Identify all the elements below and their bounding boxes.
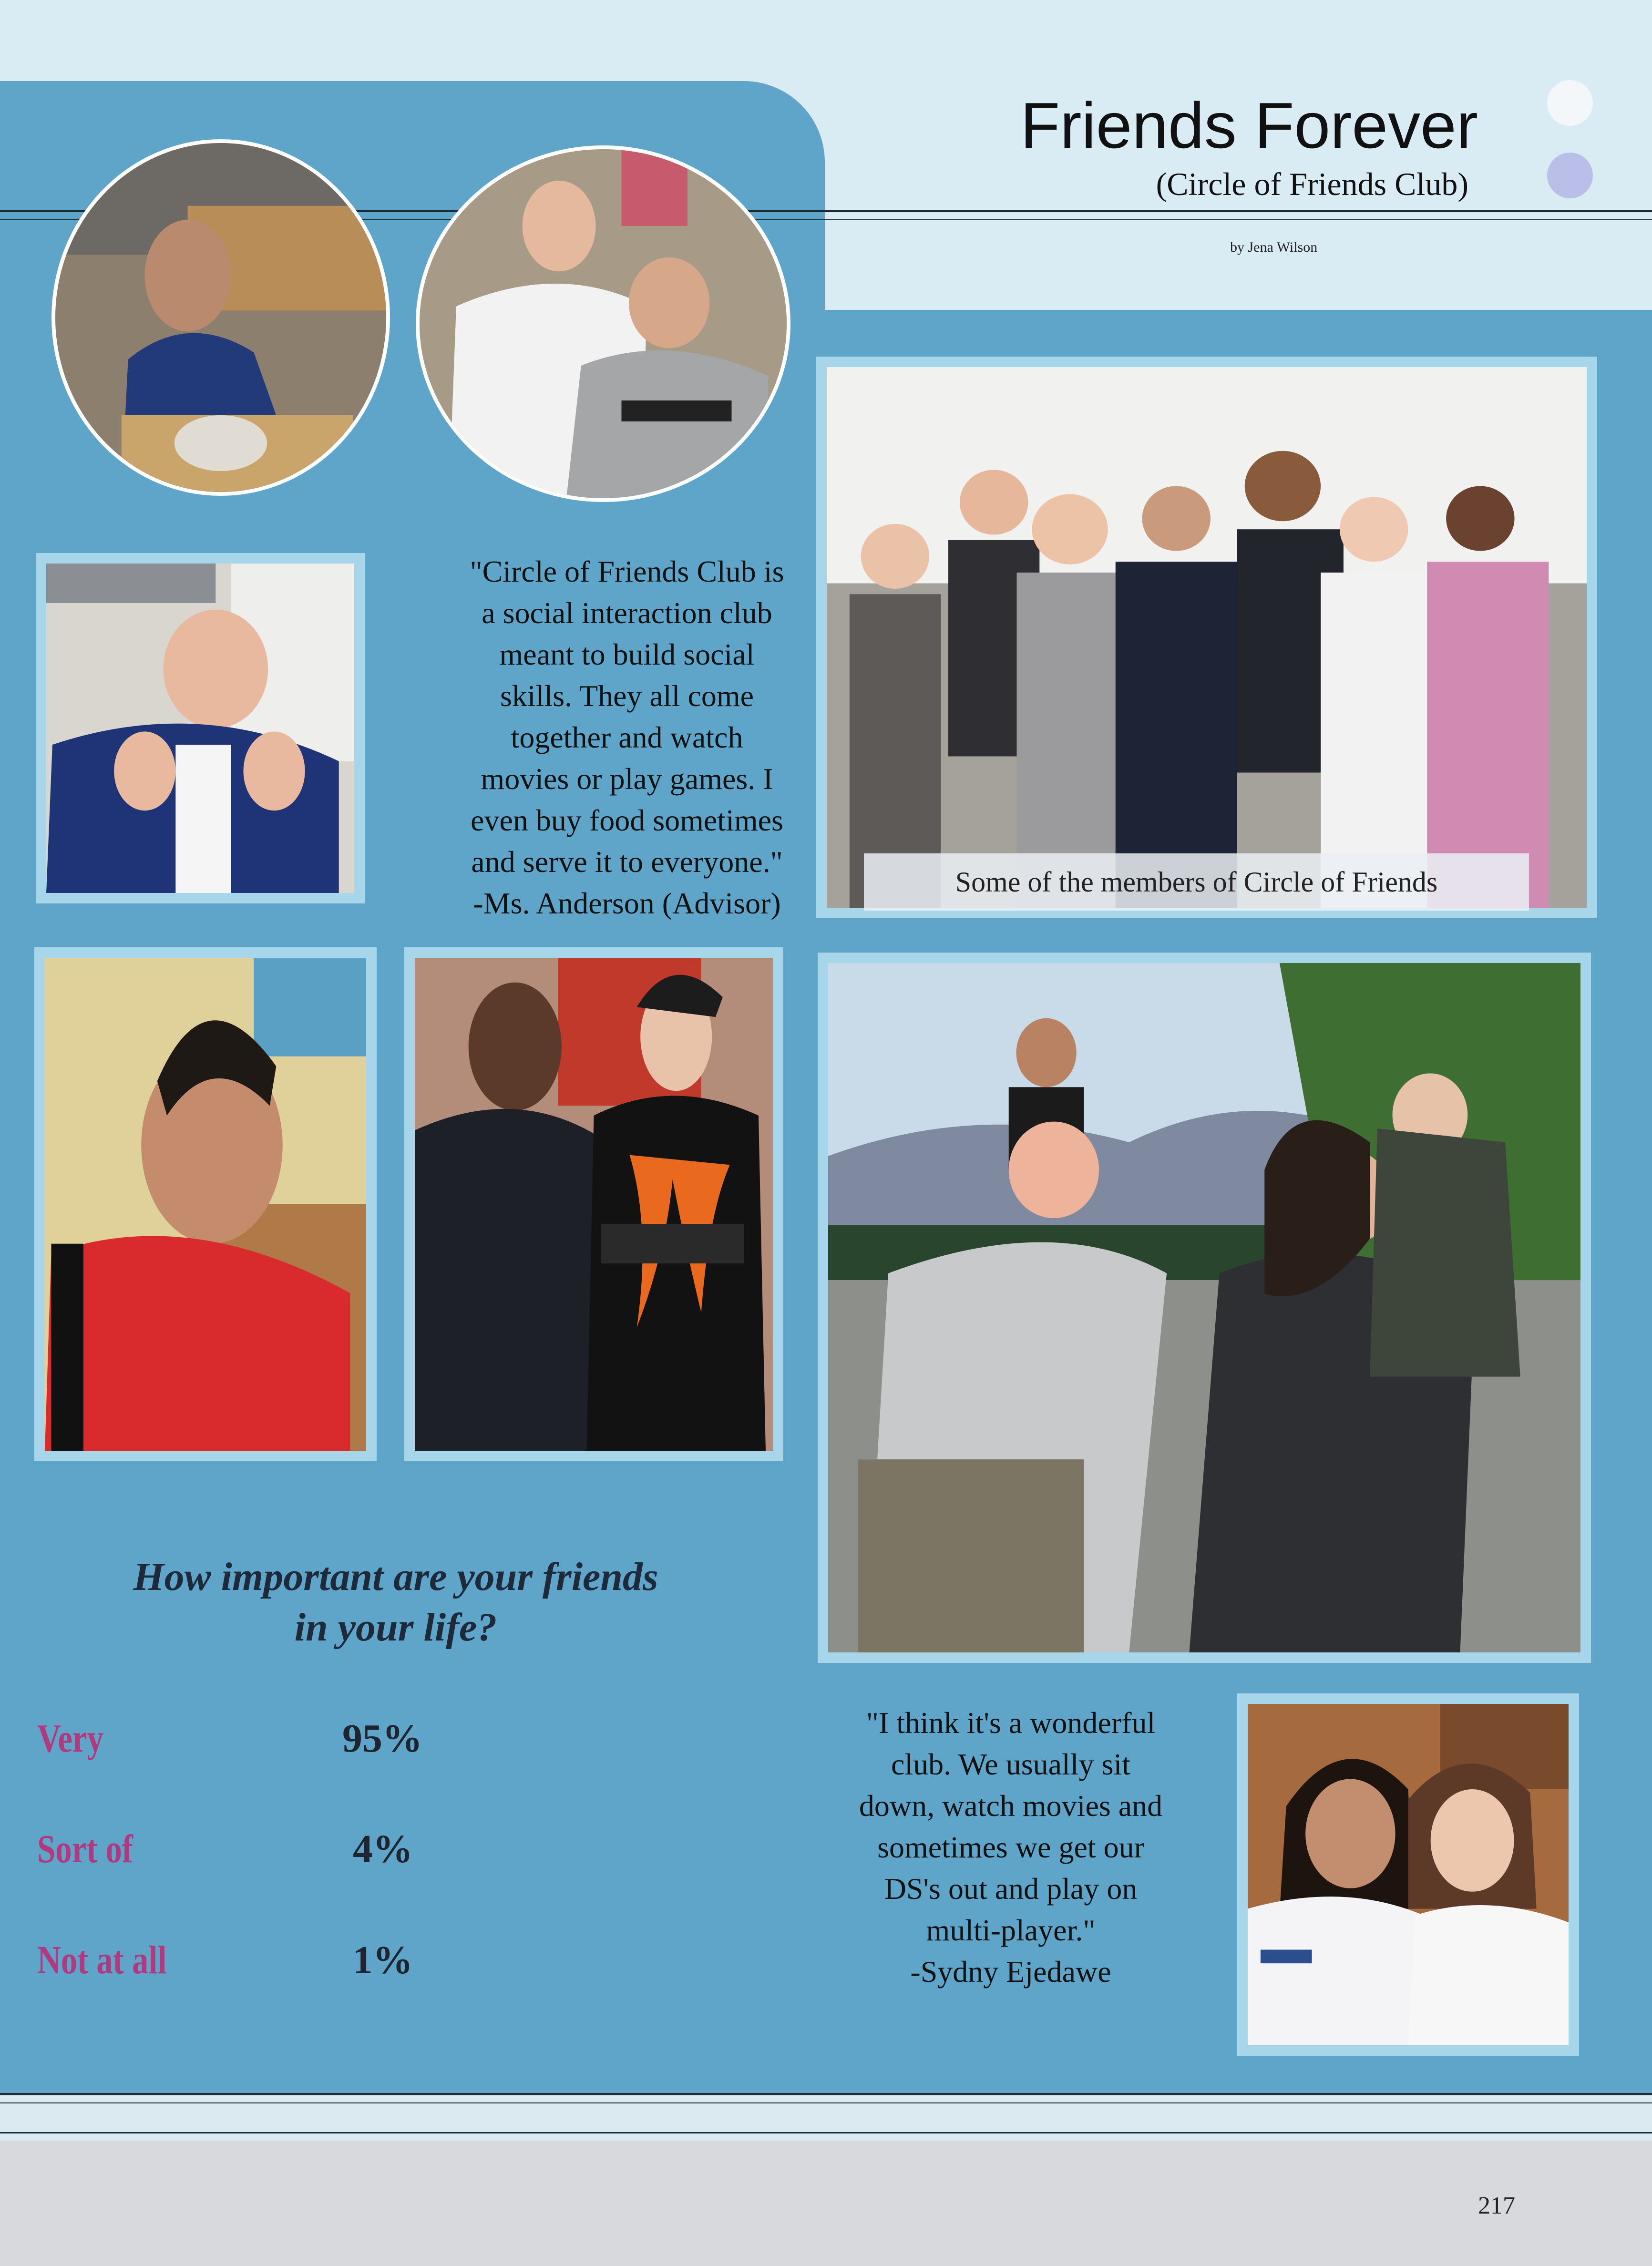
footer-rule <box>0 2093 1652 2095</box>
photo-image <box>828 963 1580 1652</box>
student-quote <box>820 1702 1201 1992</box>
page-title: Friends Forever <box>1020 89 1478 162</box>
footer-rule-lower <box>0 2132 1652 2133</box>
photo-image <box>1248 1704 1569 2045</box>
decorative-dot-lavender <box>1547 153 1593 198</box>
advisor-quote-line: movies or play games. I <box>481 762 773 796</box>
advisor-quote-attribution: -Ms. Anderson (Advisor) <box>473 886 781 920</box>
student-quote-line: down, watch movies and <box>859 1789 1163 1823</box>
advisor-quote-line: even buy food sometimes <box>471 803 783 837</box>
survey-question-line: in your life? <box>294 1605 497 1650</box>
student-quote-line: DS's out and play on <box>884 1872 1138 1906</box>
photo-student-red-hoodie <box>34 947 377 1461</box>
advisor-quote <box>405 551 849 924</box>
student-quote-line: club. We usually sit <box>891 1747 1131 1781</box>
photo-two-students-girls <box>1237 1693 1579 2056</box>
student-quote-line: multi-player." <box>926 1913 1096 1947</box>
circle-photo-two-students <box>416 145 790 502</box>
photo-outdoor-group <box>818 953 1591 1663</box>
survey-value-very: 95% <box>342 1716 422 1761</box>
page-number: 217 <box>1478 2192 1515 2219</box>
advisor-quote-line: a social interaction club <box>482 596 772 630</box>
footer-rule-thin <box>0 2102 1652 2103</box>
group-photo <box>816 357 1597 918</box>
page-subtitle: (Circle of Friends Club) <box>1156 166 1468 202</box>
photo-image <box>415 958 773 1451</box>
survey-label-not-at-all: Not at all <box>37 1938 167 1982</box>
advisor-quote-line: and serve it to everyone." <box>471 845 783 879</box>
decorative-dot-white <box>1547 80 1593 126</box>
survey-label-sort-of: Sort of <box>37 1827 133 1871</box>
photo-image <box>55 143 386 492</box>
survey-value-not-at-all: 1% <box>353 1938 413 1982</box>
survey-question-line: How important are your friends <box>133 1555 658 1599</box>
photo-student-thumbs-up <box>36 553 365 903</box>
circle-photo-student-blue-sweater <box>51 139 390 496</box>
photo-image <box>420 149 787 498</box>
student-quote-line: "I think it's a wonderful <box>866 1706 1156 1740</box>
advisor-quote-line: meant to build social <box>499 637 755 671</box>
advisor-quote-line: skills. They all come <box>500 679 754 713</box>
student-quote-attribution: -Sydny Ejedawe <box>910 1955 1111 1989</box>
survey-label-very: Very <box>37 1716 104 1761</box>
byline: by Jena Wilson <box>1230 239 1318 255</box>
bottom-band <box>0 2141 1652 2266</box>
photo-two-students <box>404 947 783 1461</box>
student-quote-line: sometimes we get our <box>877 1830 1144 1864</box>
survey-question <box>43 1552 749 1653</box>
advisor-quote-line: together and watch <box>511 720 743 754</box>
photo-image <box>46 564 354 893</box>
advisor-quote-line: "Circle of Friends Club is <box>470 554 784 588</box>
survey-value-sort-of: 4% <box>353 1827 413 1871</box>
photo-image <box>45 958 366 1451</box>
group-photo-caption: Some of the members of Circle of Friends <box>864 853 1529 911</box>
photo-image <box>827 367 1587 908</box>
